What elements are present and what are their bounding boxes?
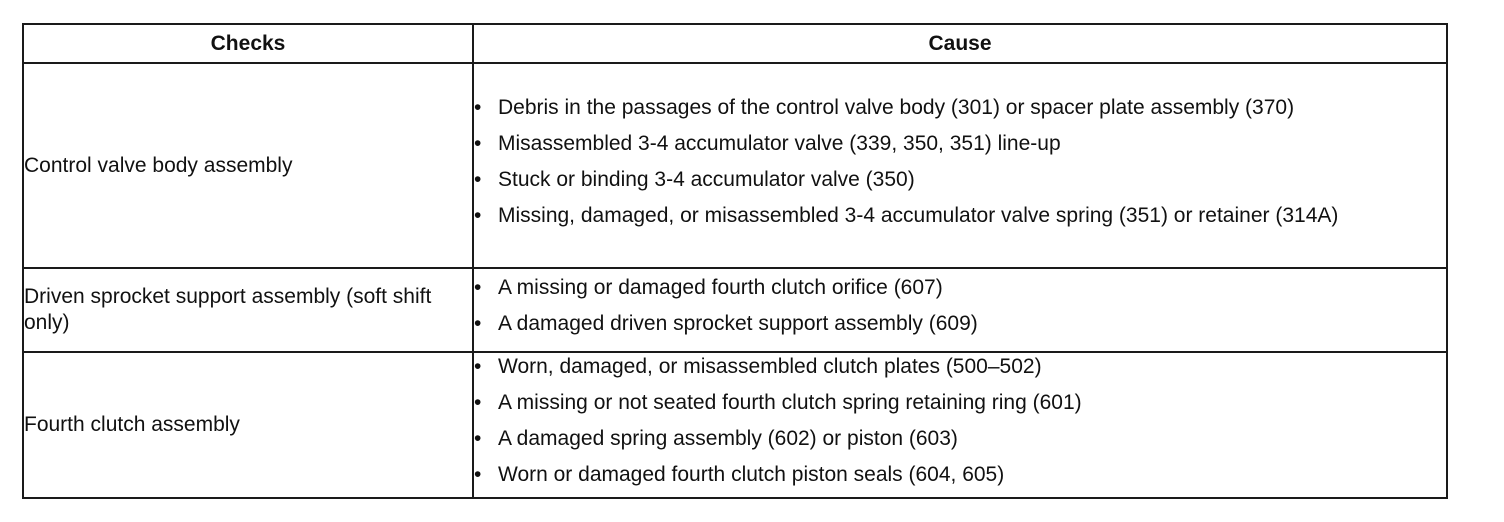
cause-text: Worn or damaged fourth clutch piston seals (604, 605) (498, 463, 1005, 486)
cause-item (474, 202, 1446, 230)
cause-text: Misassembled 3-4 accumulator valve (339, 350, 351) line-up (498, 131, 1061, 155)
table-header-row (23, 24, 1447, 63)
cause-text: Missing, damaged, or misassembled 3-4 accumulator valve spring (351) or retainer (314A) (498, 203, 1339, 227)
cause-text: A missing or damaged fourth clutch orifice (607) (498, 276, 943, 299)
bullet-icon: • (474, 131, 482, 155)
cause-item (474, 389, 1446, 417)
cause-item (474, 94, 1446, 122)
cause-item (474, 166, 1446, 194)
cause-cell (473, 352, 1447, 498)
bullet-icon: • (474, 463, 482, 486)
check-cell: Fourth clutch assembly (23, 352, 473, 498)
check-cell: Control valve body assembly (23, 63, 473, 268)
check-cell: Driven sprocket support assembly (soft shift only) (23, 268, 473, 352)
table-row (23, 268, 1447, 352)
bullet-icon: • (474, 427, 482, 450)
bullet-icon: • (474, 95, 482, 119)
table-row (23, 352, 1447, 498)
cause-list (474, 353, 1446, 489)
table-row (23, 63, 1447, 268)
cause-text: Stuck or binding 3-4 accumulator valve (350) (498, 167, 915, 191)
cause-text: A damaged spring assembly (602) or piston (603) (498, 427, 958, 450)
column-header-cause: Cause (473, 24, 1447, 63)
cause-list (474, 94, 1446, 230)
bullet-icon: • (474, 203, 482, 227)
cause-cell (473, 268, 1447, 352)
cause-cell (473, 63, 1447, 268)
bullet-icon: • (474, 355, 482, 378)
cause-item (474, 425, 1446, 453)
bullet-icon: • (474, 391, 482, 414)
bullet-icon: • (474, 312, 482, 335)
cause-item (474, 461, 1446, 489)
diagnosis-table (22, 23, 1448, 499)
bullet-icon: • (474, 276, 482, 299)
cause-item (474, 353, 1446, 381)
cause-list (474, 274, 1446, 338)
cause-item (474, 310, 1446, 338)
cause-text: A damaged driven sprocket support assembly (609) (498, 312, 978, 335)
cause-text: A missing or not seated fourth clutch spring retaining ring (601) (498, 391, 1082, 414)
bullet-icon: • (474, 167, 482, 191)
column-header-checks: Checks (23, 24, 473, 63)
cause-item (474, 274, 1446, 302)
cause-item (474, 130, 1446, 158)
cause-text: Worn, damaged, or misassembled clutch plates (500–502) (498, 355, 1042, 378)
cause-text: Debris in the passages of the control valve body (301) or spacer plate assembly (370) (498, 95, 1295, 119)
